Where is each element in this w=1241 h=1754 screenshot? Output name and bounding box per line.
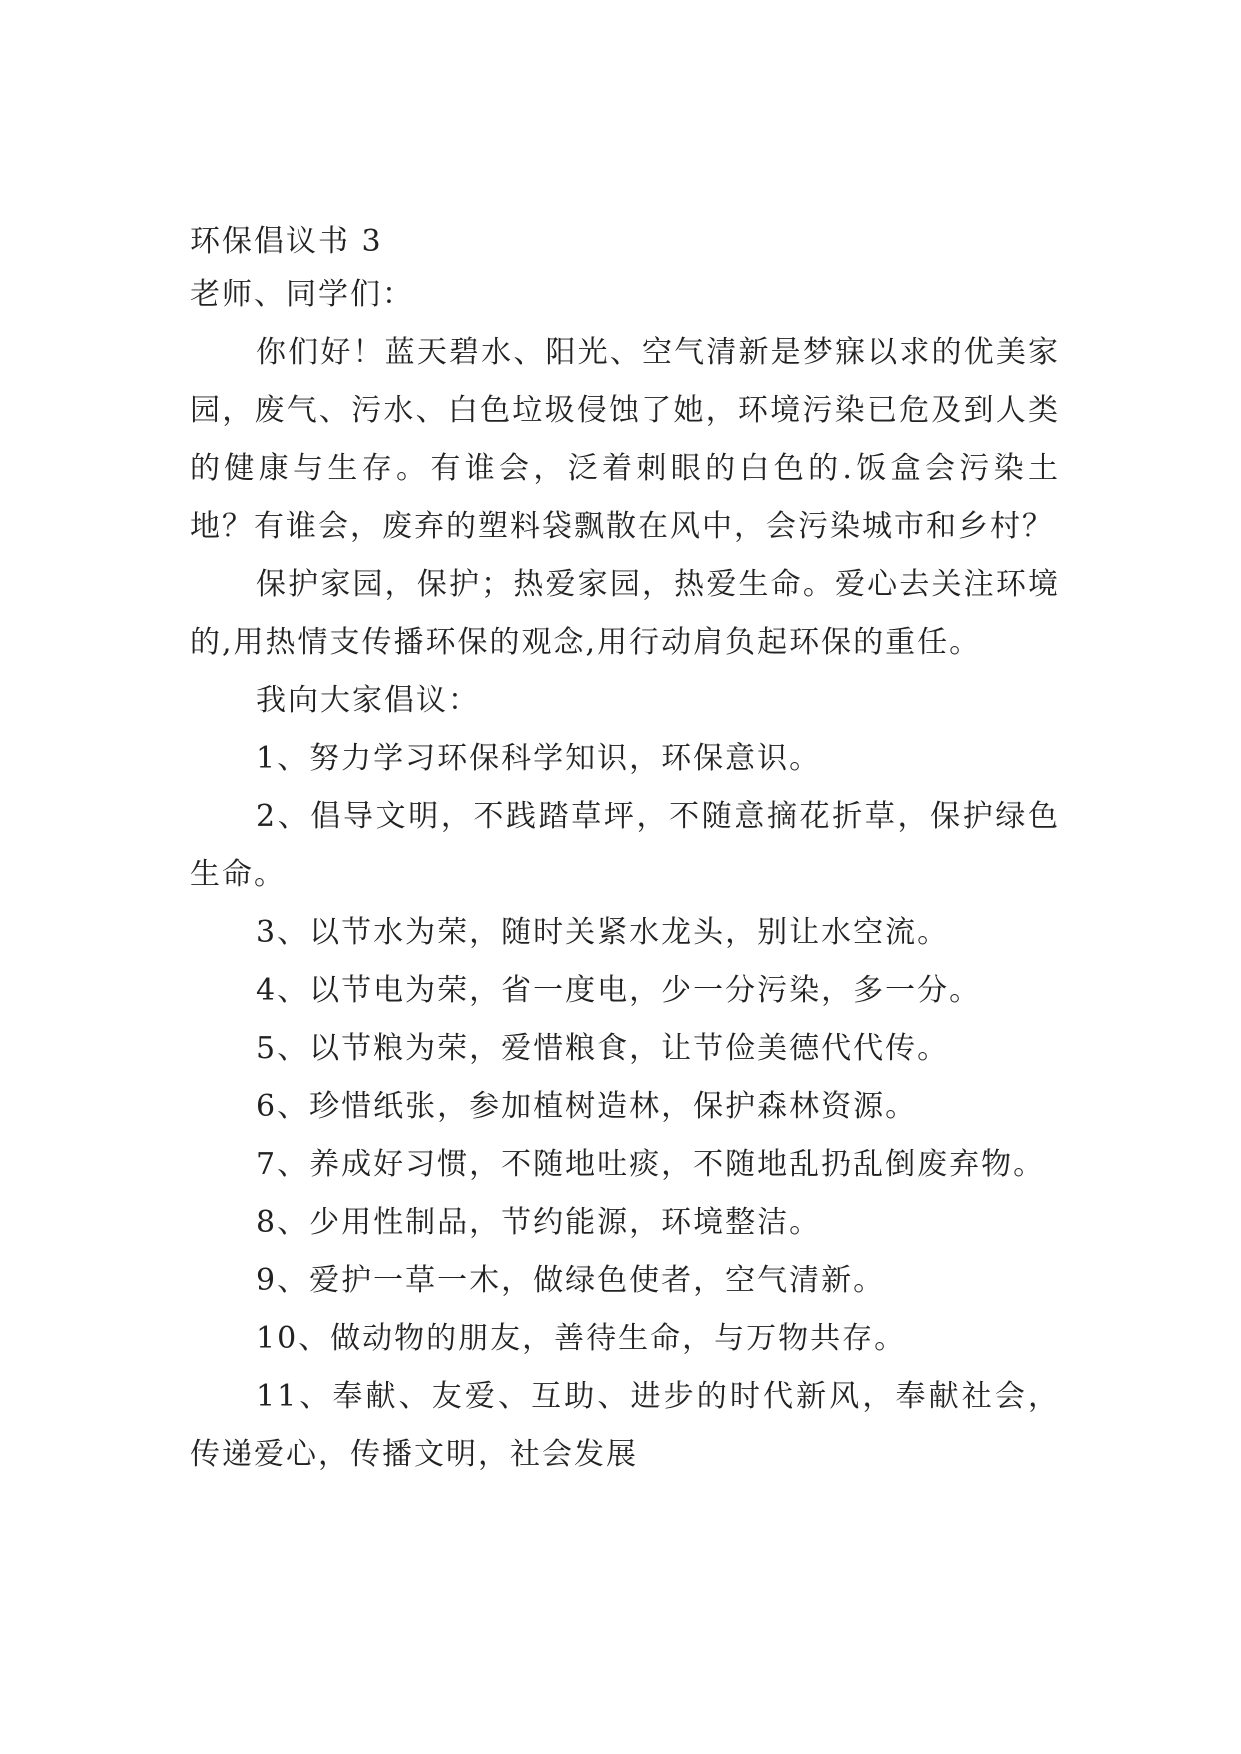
paragraph-intro: 你们好！蓝天碧水、阳光、空气清新是梦寐以求的优美家园，废气、污水、白色垃圾侵蚀了她，环境污染已危及到人类的健康与生存。有谁会，泛着刺眼的白色的.饭盒会污染土地？有谁会，废弃的塑料袋飘散在风中，会污染城市和乡村？ xyxy=(190,335,1060,544)
list-item: 8、少用性制品，节约能源，环境整洁。 xyxy=(256,1205,822,1240)
list-item: 3、以节水为荣，随时关紧水龙头，别让水空流。 xyxy=(256,915,950,950)
list-item: 11、奉献、友爱、互助、进步的时代新风，奉献社会，传递爱心，传播文明，社会发展 xyxy=(190,1379,1060,1472)
document-page xyxy=(190,218,1060,1484)
list-item: 6、珍惜纸张，参加植树造林，保护森林资源。 xyxy=(256,1089,918,1124)
list-item: 7、养成好习惯，不随地吐痰，不随地乱扔乱倒废弃物。 xyxy=(256,1147,1046,1182)
document-title: 环保倡议书 3 xyxy=(190,224,383,259)
list-item: 5、以节粮为荣，爱惜粮食，让节俭美德代代传。 xyxy=(256,1031,950,1066)
salutation: 老师、同学们： xyxy=(190,277,414,312)
list-item: 10、做动物的朋友，善待生命，与万物共存。 xyxy=(256,1321,907,1356)
paragraph-proposal-lead: 我向大家倡议： xyxy=(256,683,480,718)
list-item: 9、爱护一草一木，做绿色使者，空气清新。 xyxy=(256,1263,886,1298)
list-item: 2、倡导文明，不践踏草坪，不随意摘花折草，保护绿色生命。 xyxy=(190,799,1060,892)
list-item: 1、努力学习环保科学知识，环保意识。 xyxy=(256,741,822,776)
list-item: 4、以节电为荣，省一度电，少一分污染，多一分。 xyxy=(256,973,982,1008)
paragraph-protect: 保护家园，保护；热爱家园，热爱生命。爱心去关注环境的,用热情支传播环保的观念,用行动肩负起环保的重任。 xyxy=(190,567,1060,660)
